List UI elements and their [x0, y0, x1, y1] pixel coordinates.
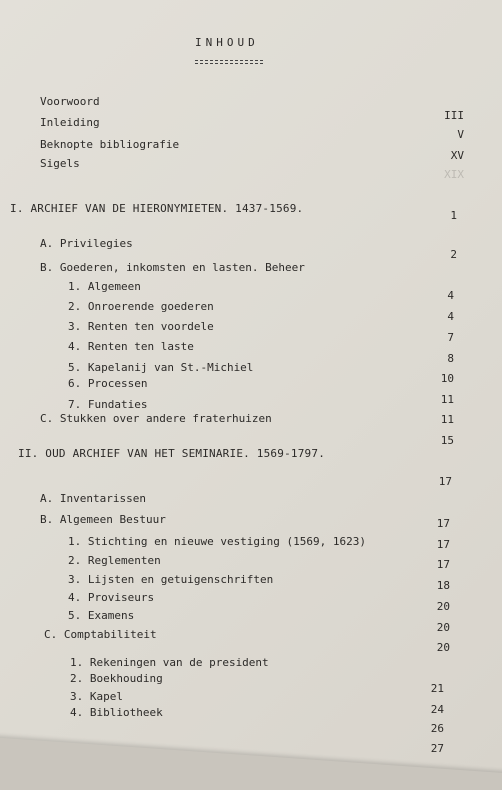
toc-subsection: C. Comptabiliteit: [44, 628, 157, 641]
toc-entry-page: 15: [440, 434, 454, 447]
toc-entry-page: 17: [436, 558, 450, 571]
toc-entry-page: 20: [436, 641, 450, 654]
toc-item: 6. Processen: [68, 377, 148, 390]
toc-entry-page: 2: [450, 248, 457, 261]
toc-entry-page: 4: [447, 289, 454, 302]
toc-entry-label: Beknopte bibliografie: [40, 138, 180, 151]
toc-entry-page: 17: [436, 538, 450, 551]
section-heading: I. ARCHIEF VAN DE HIERONYMIETEN. 1437-1569.: [10, 202, 304, 215]
toc-entry-page: 10: [440, 372, 454, 385]
toc-entry-page: 4: [447, 310, 454, 323]
toc-entry-page: 20: [436, 600, 450, 613]
toc-entry-page: 8: [447, 352, 454, 365]
toc-item: 2. Boekhouding: [70, 672, 163, 685]
toc-subsection: B. Algemeen Bestuur: [40, 513, 166, 526]
section-heading: II. OUD ARCHIEF VAN HET SEMINARIE. 1569-1797.: [18, 447, 326, 460]
toc-item: 7. Fundaties: [68, 398, 148, 411]
toc-item: 3. Kapel: [70, 690, 123, 703]
section-page: 1: [450, 209, 457, 222]
toc-entry-page: 21: [430, 682, 444, 695]
toc-entry-label: Inleiding: [40, 116, 100, 129]
toc-subsection: A. Privilegies: [40, 237, 133, 250]
toc-entry-page: 11: [440, 413, 454, 426]
toc-item: 5. Examens: [68, 609, 135, 622]
toc-item: 2. Reglementen: [68, 554, 161, 567]
toc-item: 4. Renten ten laste: [68, 340, 194, 353]
toc-item: 2. Onroerende goederen: [68, 300, 214, 313]
toc-item: 1. Algemeen: [68, 280, 141, 293]
toc-entry-page: 20: [436, 621, 450, 634]
page-title: INHOUD: [195, 36, 259, 49]
title-underline: [195, 60, 263, 61]
toc-subsection: C. Stukken over andere fraterhuizen: [40, 412, 272, 425]
toc-item: 4. Proviseurs: [68, 591, 155, 604]
title-underline-2: [195, 63, 263, 64]
toc-item: 5. Kapelanij van St.-Michiel: [68, 361, 254, 374]
toc-entry-page: 26: [430, 722, 444, 735]
section-page: 17: [438, 475, 452, 488]
toc-entry-page: III: [444, 109, 464, 122]
toc-item: 1. Rekeningen van de president: [70, 656, 269, 669]
toc-item: 1. Stichting en nieuwe vestiging (1569, 1623): [68, 535, 367, 548]
toc-entry-page: XV: [450, 149, 464, 162]
toc-subsection: B. Goederen, inkomsten en lasten. Beheer: [40, 261, 305, 274]
toc-item: 3. Renten ten voordele: [68, 320, 214, 333]
toc-item: 4. Bibliotheek: [70, 706, 163, 719]
toc-entry-page: XIX: [444, 168, 464, 181]
toc-subsection: A. Inventarissen: [40, 492, 146, 505]
toc-entry-label: Voorwoord: [40, 95, 100, 108]
toc-entry-page: 18: [436, 579, 450, 592]
toc-entry-page: 17: [436, 517, 450, 530]
toc-entry-page: V: [457, 128, 464, 141]
toc-entry-page: 24: [430, 703, 444, 716]
toc-entry-page: 27: [430, 742, 444, 755]
toc-entry-label: Sigels: [40, 157, 80, 170]
toc-entry-page: 11: [440, 393, 454, 406]
toc-item: 3. Lijsten en getuigenschriften: [68, 573, 274, 586]
toc-entry-page: 7: [447, 331, 454, 344]
